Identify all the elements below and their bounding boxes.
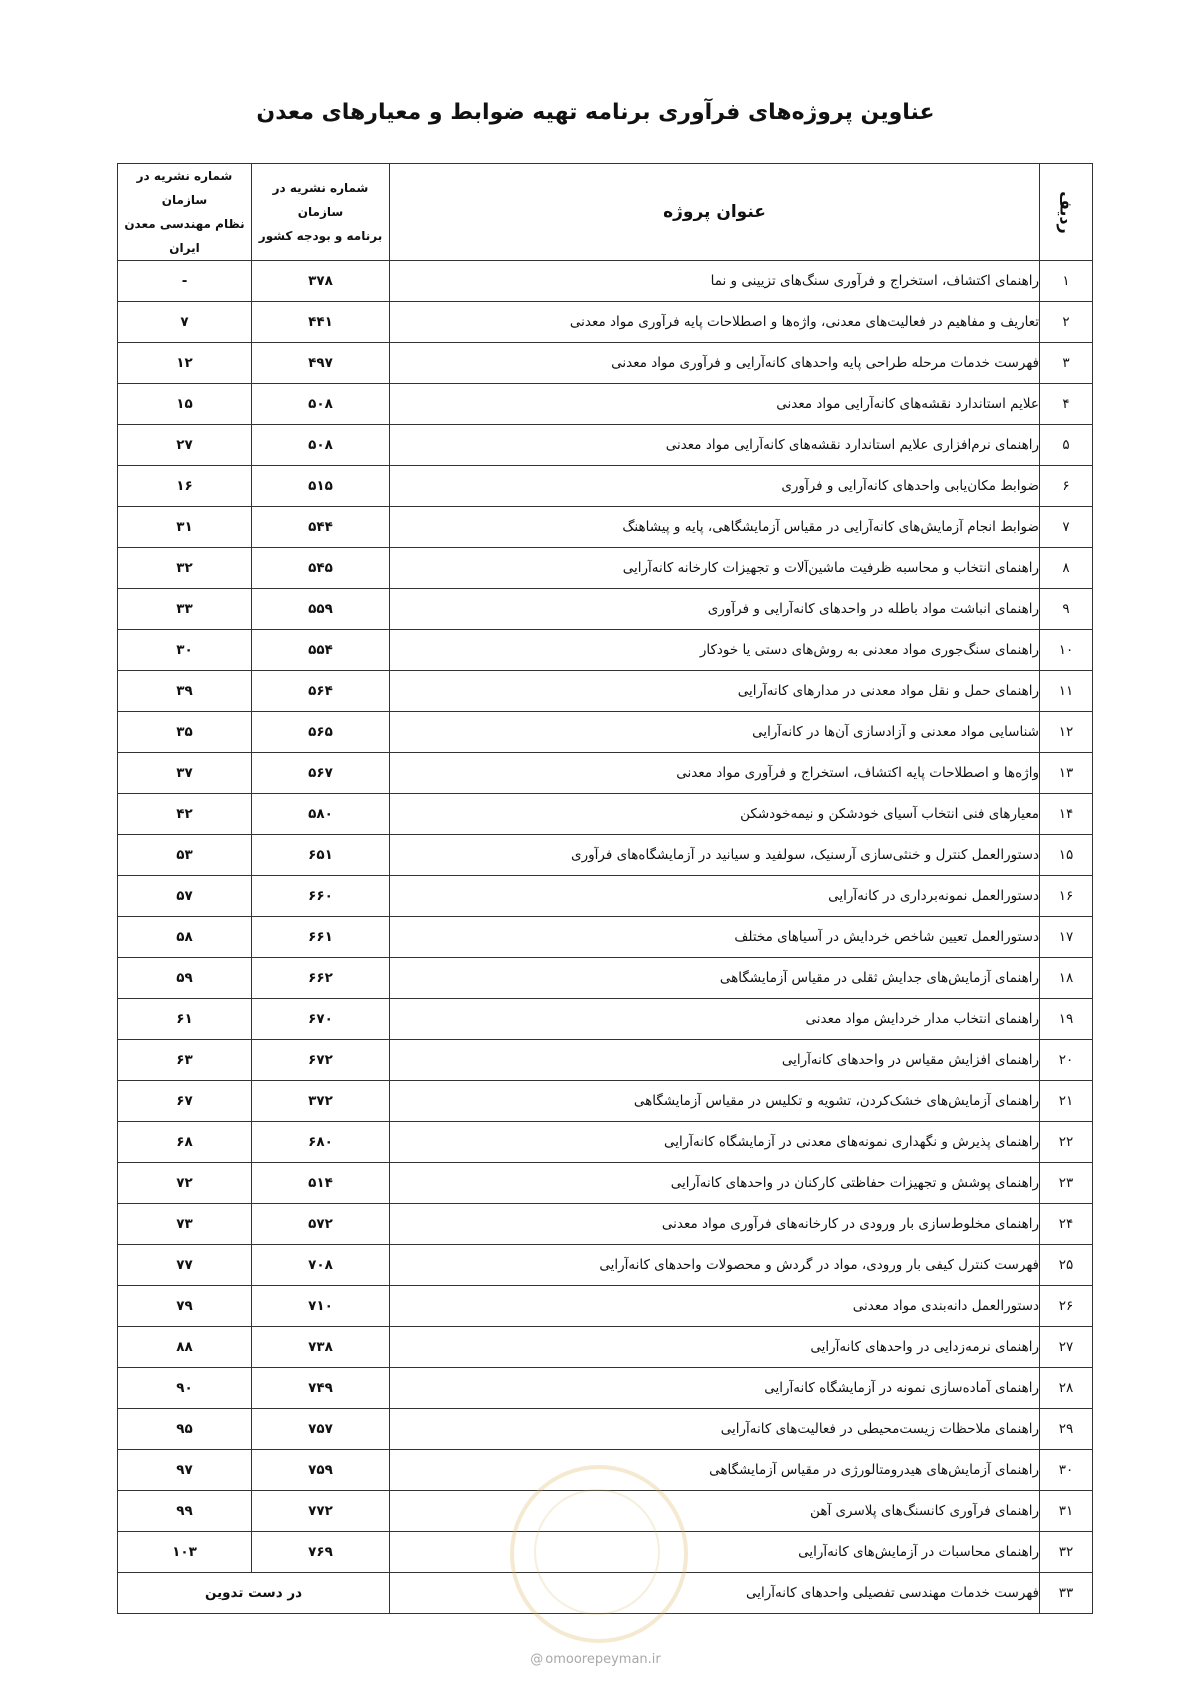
project-title: راهنمای آزمایش‌های هیدرومتالورژی در مقیاس آزمایشگاهی [390, 1450, 1040, 1491]
mining-publication-number: ۶۸ [118, 1122, 252, 1163]
header-row-number: ردیف [1040, 164, 1093, 261]
project-title: راهنمای آزمایش‌های جدایش ثقلی در مقیاس آزمایشگاهی [390, 958, 1040, 999]
table-row [118, 261, 1093, 302]
table-row [118, 466, 1093, 507]
project-title: راهنمای پوشش و تجهیزات حفاظتی کارکنان در واحدهای کانه‌آرایی [390, 1163, 1040, 1204]
row-number: ۱۹ [1040, 999, 1093, 1040]
project-title: راهنمای اکتشاف، استخراج و فرآوری سنگ‌های تزیینی و نما [390, 261, 1040, 302]
table-row [118, 1532, 1093, 1573]
table-row [118, 712, 1093, 753]
project-title: راهنمای افزایش مقیاس در واحدهای کانه‌آرایی [390, 1040, 1040, 1081]
mining-publication-number: ۶۷ [118, 1081, 252, 1122]
mining-publication-number: - [118, 261, 252, 302]
table-row [118, 1327, 1093, 1368]
project-title: راهنمای حمل و نقل مواد معدنی در مدارهای کانه‌آرایی [390, 671, 1040, 712]
budget-publication-number: ۷۱۰ [252, 1286, 390, 1327]
table-row [118, 548, 1093, 589]
table-row [118, 1040, 1093, 1081]
mining-publication-number: ۷۷ [118, 1245, 252, 1286]
project-title: راهنمای فرآوری کانسنگ‌های پلاسری آهن [390, 1491, 1040, 1532]
budget-publication-number: ۶۵۱ [252, 835, 390, 876]
project-title: دستورالعمل نمونه‌برداری در کانه‌آرایی [390, 876, 1040, 917]
row-number: ۵ [1040, 425, 1093, 466]
budget-publication-number: ۷۶۹ [252, 1532, 390, 1573]
table-row [118, 589, 1093, 630]
mining-publication-number: ۵۳ [118, 835, 252, 876]
projects-table-wrapper [117, 163, 1092, 1614]
table-row [118, 958, 1093, 999]
table-header-row [118, 164, 1093, 261]
row-number: ۲۴ [1040, 1204, 1093, 1245]
budget-publication-number: ۵۵۴ [252, 630, 390, 671]
project-title: فهرست خدمات مرحله طراحی پایه واحدهای کانه‌آرایی و فرآوری مواد معدنی [390, 343, 1040, 384]
site-url [0, 1652, 1191, 1667]
project-title: راهنمای نرمه‌زدایی در واحدهای کانه‌آرایی [390, 1327, 1040, 1368]
row-number: ۳۲ [1040, 1532, 1093, 1573]
mining-publication-number: ۹۹ [118, 1491, 252, 1532]
mining-publication-number: ۴۲ [118, 794, 252, 835]
table-row [118, 835, 1093, 876]
row-number: ۱۷ [1040, 917, 1093, 958]
budget-publication-number: ۷۰۸ [252, 1245, 390, 1286]
row-number: ۱ [1040, 261, 1093, 302]
at-sign-icon: @ [530, 1652, 544, 1667]
table-body [118, 261, 1093, 1614]
budget-publication-number: ۵۶۷ [252, 753, 390, 794]
row-number: ۲۸ [1040, 1368, 1093, 1409]
table-row [118, 507, 1093, 548]
budget-publication-number: ۴۹۷ [252, 343, 390, 384]
budget-publication-number: ۵۴۴ [252, 507, 390, 548]
mining-publication-number: ۶۳ [118, 1040, 252, 1081]
mining-publication-number: ۵۹ [118, 958, 252, 999]
row-number: ۳۱ [1040, 1491, 1093, 1532]
mining-publication-number: ۳۰ [118, 630, 252, 671]
mining-publication-number: ۳۷ [118, 753, 252, 794]
row-number: ۲۵ [1040, 1245, 1093, 1286]
budget-publication-number: ۵۶۵ [252, 712, 390, 753]
project-title: دستورالعمل کنترل و خنثی‌سازی آرسنیک، سولفید و سیانید در آزمایشگاه‌های فرآوری [390, 835, 1040, 876]
row-number: ۱۵ [1040, 835, 1093, 876]
site-url-text: omoorepeyman.ir [545, 1652, 661, 1667]
project-title: دستورالعمل تعیین شاخص خردایش در آسیاهای مختلف [390, 917, 1040, 958]
table-row [118, 1450, 1093, 1491]
table-row [118, 1245, 1093, 1286]
project-title: راهنمای آزمایش‌های خشک‌کردن، تشویه و تکلیس در مقیاس آزمایشگاهی [390, 1081, 1040, 1122]
project-title: فهرست کنترل کیفی بار ورودی، مواد در گردش و محصولات واحدهای کانه‌آرایی [390, 1245, 1040, 1286]
row-number: ۱۸ [1040, 958, 1093, 999]
mining-publication-number: ۸۸ [118, 1327, 252, 1368]
budget-publication-number: ۴۴۱ [252, 302, 390, 343]
header-mining-number [118, 164, 252, 261]
mining-publication-number: ۷۳ [118, 1204, 252, 1245]
mining-publication-number: ۷ [118, 302, 252, 343]
budget-publication-number: ۵۰۸ [252, 425, 390, 466]
row-number: ۳۰ [1040, 1450, 1093, 1491]
projects-table [117, 163, 1093, 1614]
table-row [118, 1204, 1093, 1245]
project-title: فهرست خدمات مهندسی تفصیلی واحدهای کانه‌آرایی [390, 1573, 1040, 1614]
budget-publication-number: ۶۶۲ [252, 958, 390, 999]
project-title: ضوابط مکان‌یابی واحدهای کانه‌آرایی و فرآوری [390, 466, 1040, 507]
budget-publication-number: ۶۷۰ [252, 999, 390, 1040]
project-title: تعاریف و مفاهیم در فعالیت‌های معدنی، واژه‌ها و اصطلاحات پایه فرآوری مواد معدنی [390, 302, 1040, 343]
budget-publication-number: ۷۵۹ [252, 1450, 390, 1491]
row-number: ۲۱ [1040, 1081, 1093, 1122]
budget-publication-number: ۷۵۷ [252, 1409, 390, 1450]
budget-publication-number: ۷۷۲ [252, 1491, 390, 1532]
header-mining-line1: شماره نشریه در سازمان [136, 169, 233, 207]
budget-publication-number: ۵۰۸ [252, 384, 390, 425]
table-row [118, 794, 1093, 835]
row-number: ۴ [1040, 384, 1093, 425]
table-row [118, 1409, 1093, 1450]
row-number: ۷ [1040, 507, 1093, 548]
row-number: ۱۴ [1040, 794, 1093, 835]
mining-publication-number: ۳۹ [118, 671, 252, 712]
mining-publication-number: ۶۱ [118, 999, 252, 1040]
mining-publication-number: ۱۶ [118, 466, 252, 507]
project-title: راهنمای آماده‌سازی نمونه در آزمایشگاه کانه‌آرایی [390, 1368, 1040, 1409]
page-title: عناوین پروژه‌های فرآوری برنامه تهیه ضوابط و معیارهای معدن [256, 100, 935, 125]
budget-publication-number: ۶۶۰ [252, 876, 390, 917]
row-number: ۲۹ [1040, 1409, 1093, 1450]
header-budget-number [252, 164, 390, 261]
budget-publication-number: ۶۸۰ [252, 1122, 390, 1163]
mining-publication-number: ۲۷ [118, 425, 252, 466]
table-row [118, 753, 1093, 794]
project-title: شناسایی مواد معدنی و آزادسازی آن‌ها در کانه‌آرایی [390, 712, 1040, 753]
mining-publication-number: ۹۷ [118, 1450, 252, 1491]
table-row [118, 999, 1093, 1040]
status-in-progress: در دست تدوین [118, 1573, 390, 1614]
table-row [118, 1122, 1093, 1163]
mining-publication-number: ۷۹ [118, 1286, 252, 1327]
table-row [118, 1163, 1093, 1204]
project-title: راهنمای ملاحظات زیست‌محیطی در فعالیت‌های کانه‌آرایی [390, 1409, 1040, 1450]
table-row [118, 425, 1093, 466]
header-project-title: عنوان پروژه [390, 164, 1040, 261]
row-number: ۱۰ [1040, 630, 1093, 671]
table-row [118, 1286, 1093, 1327]
mining-publication-number: ۹۰ [118, 1368, 252, 1409]
table-row-last [118, 1573, 1093, 1614]
budget-publication-number: ۳۷۸ [252, 261, 390, 302]
budget-publication-number: ۵۱۴ [252, 1163, 390, 1204]
row-number: ۹ [1040, 589, 1093, 630]
budget-publication-number: ۵۷۲ [252, 1204, 390, 1245]
mining-publication-number: ۹۵ [118, 1409, 252, 1450]
header-budget-line2: برنامه و بودجه کشور [258, 229, 383, 243]
table-row [118, 384, 1093, 425]
budget-publication-number: ۷۳۸ [252, 1327, 390, 1368]
budget-publication-number: ۵۱۵ [252, 466, 390, 507]
mining-publication-number: ۱۵ [118, 384, 252, 425]
row-number: ۶ [1040, 466, 1093, 507]
project-title: راهنمای پذیرش و نگهداری نمونه‌های معدنی در آزمایشگاه کانه‌آرایی [390, 1122, 1040, 1163]
row-number: ۱۳ [1040, 753, 1093, 794]
project-title: دستورالعمل دانه‌بندی مواد معدنی [390, 1286, 1040, 1327]
row-number: ۲۲ [1040, 1122, 1093, 1163]
row-number: ۱۶ [1040, 876, 1093, 917]
row-number: ۳ [1040, 343, 1093, 384]
project-title: معیارهای فنی انتخاب آسیای خودشکن و نیمه‌خودشکن [390, 794, 1040, 835]
mining-publication-number: ۱۲ [118, 343, 252, 384]
project-title: واژه‌ها و اصطلاحات پایه اکتشاف، استخراج و فرآوری مواد معدنی [390, 753, 1040, 794]
table-row [118, 876, 1093, 917]
table-row [118, 1368, 1093, 1409]
budget-publication-number: ۶۷۲ [252, 1040, 390, 1081]
project-title: راهنمای انتخاب مدار خردایش مواد معدنی [390, 999, 1040, 1040]
project-title: راهنمای سنگ‌جوری مواد معدنی به روش‌های دستی یا خودکار [390, 630, 1040, 671]
row-number: ۸ [1040, 548, 1093, 589]
budget-publication-number: ۵۶۴ [252, 671, 390, 712]
row-number: ۱۲ [1040, 712, 1093, 753]
mining-publication-number: ۳۱ [118, 507, 252, 548]
project-title: راهنمای انتخاب و محاسبه ظرفیت ماشین‌آلات و تجهیزات کارخانه کانه‌آرایی [390, 548, 1040, 589]
table-row [118, 1491, 1093, 1532]
mining-publication-number: ۱۰۳ [118, 1532, 252, 1573]
header-budget-line1: شماره نشریه در سازمان [272, 181, 369, 219]
project-title: راهنمای انباشت مواد باطله در واحدهای کانه‌آرایی و فرآوری [390, 589, 1040, 630]
project-title: علایم استاندارد نقشه‌های کانه‌آرایی مواد معدنی [390, 384, 1040, 425]
mining-publication-number: ۵۸ [118, 917, 252, 958]
table-row [118, 671, 1093, 712]
table-row [118, 302, 1093, 343]
budget-publication-number: ۵۵۹ [252, 589, 390, 630]
project-title: راهنمای مخلوط‌سازی بار ورودی در کارخانه‌های فرآوری مواد معدنی [390, 1204, 1040, 1245]
table-row [118, 343, 1093, 384]
mining-publication-number: ۷۲ [118, 1163, 252, 1204]
budget-publication-number: ۳۷۲ [252, 1081, 390, 1122]
row-number: ۲۷ [1040, 1327, 1093, 1368]
budget-publication-number: ۵۸۰ [252, 794, 390, 835]
budget-publication-number: ۶۶۱ [252, 917, 390, 958]
row-number: ۱۱ [1040, 671, 1093, 712]
mining-publication-number: ۳۲ [118, 548, 252, 589]
project-title: راهنمای نرم‌افزاری علایم استاندارد نقشه‌های کانه‌آرایی مواد معدنی [390, 425, 1040, 466]
row-number: ۲۶ [1040, 1286, 1093, 1327]
mining-publication-number: ۵۷ [118, 876, 252, 917]
header-mining-line2: نظام مهندسی معدن ایران [124, 217, 245, 255]
budget-publication-number: ۵۴۵ [252, 548, 390, 589]
mining-publication-number: ۳۳ [118, 589, 252, 630]
mining-publication-number: ۳۵ [118, 712, 252, 753]
table-row [118, 1081, 1093, 1122]
row-number: ۲ [1040, 302, 1093, 343]
row-number: ۲۳ [1040, 1163, 1093, 1204]
row-number: ۲۰ [1040, 1040, 1093, 1081]
table-row [118, 630, 1093, 671]
row-number: ۳۳ [1040, 1573, 1093, 1614]
project-title: ضوابط انجام آزمایش‌های کانه‌آرایی در مقیاس آزمایشگاهی، پایه و پیشاهنگ [390, 507, 1040, 548]
budget-publication-number: ۷۴۹ [252, 1368, 390, 1409]
table-header [118, 164, 1093, 261]
project-title: راهنمای محاسبات در آزمایش‌های کانه‌آرایی [390, 1532, 1040, 1573]
table-row [118, 917, 1093, 958]
